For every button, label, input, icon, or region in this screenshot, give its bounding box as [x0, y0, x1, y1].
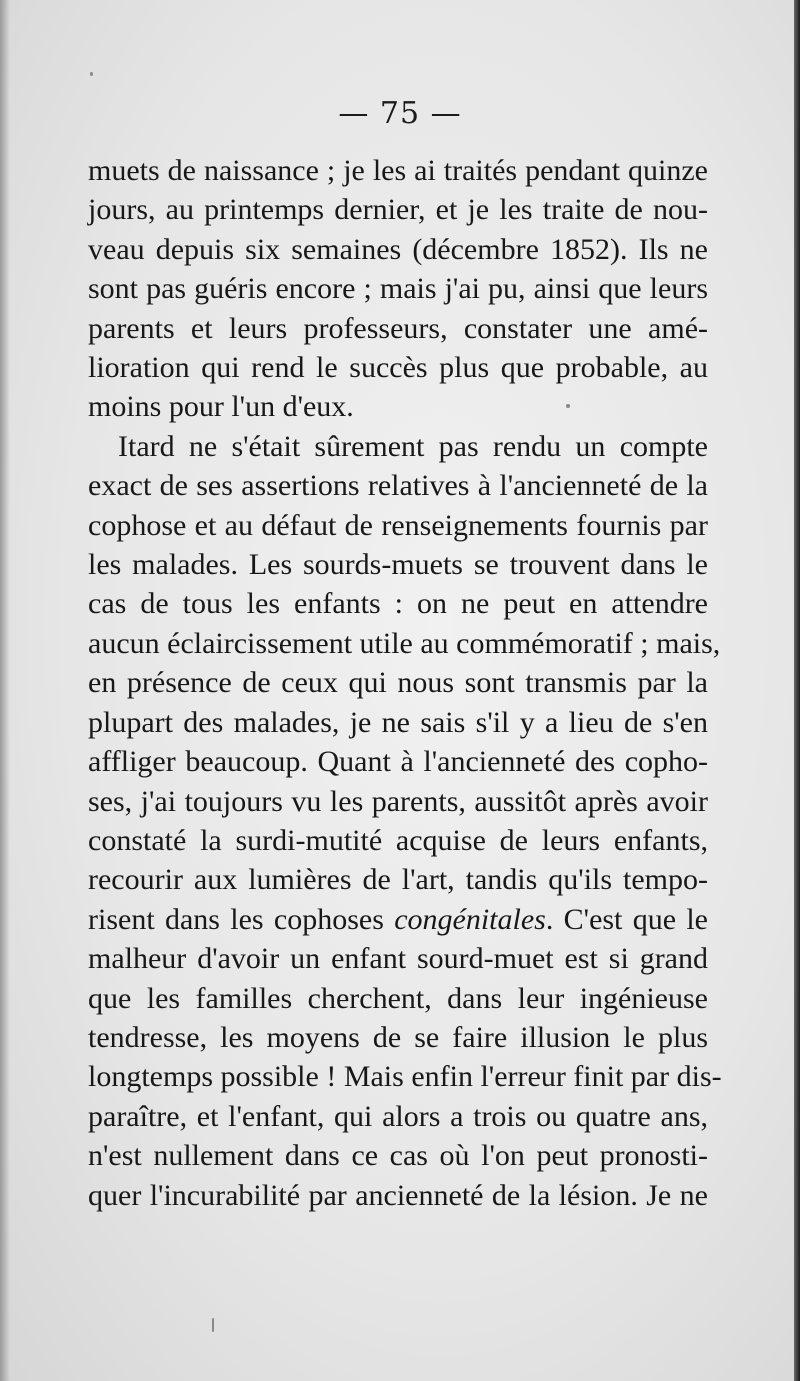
paper-speck: [212, 1318, 214, 1332]
text-line: sont pas guéris encore ; mais j'ai pu, ainsi que leurs: [88, 272, 708, 306]
text-line: quer l'incurabilité par ancienneté de la lésion. Je ne: [88, 1178, 708, 1212]
text-line: aucun éclaircissement utile au commémoratif ; mais,: [88, 626, 721, 660]
text-line: paraître, et l'enfant, qui alors a trois ou quatre ans,: [88, 1099, 708, 1133]
text-line: jours, au printemps dernier, et je les traite de nou-: [88, 193, 708, 227]
text-line: constaté la surdi-mutité acquise de leurs enfants,: [88, 823, 708, 857]
text-line: exact de ses assertions relatives à l'ancienneté de la: [88, 469, 708, 503]
paper-speck: [90, 72, 93, 76]
text-line: tendresse, les moyens de se faire illusion le plus: [88, 1020, 708, 1054]
text-line: parents et leurs professeurs, constater une amé-: [88, 311, 708, 345]
paragraph-start-line: Itard ne s'était sûrement pas rendu un compte: [118, 429, 708, 463]
text-line: plupart des malades, je ne sais s'il y a lieu de s'en: [88, 705, 708, 739]
text-line: veau depuis six semaines (décembre 1852). Ils ne: [88, 232, 708, 266]
body-text: [88, 151, 722, 1215]
text-line: recourir aux lumières de l'art, tandis qu'ils tempo-: [88, 863, 708, 897]
text-line: en présence de ceux qui nous sont transmis par la: [88, 666, 708, 700]
text-line: longtemps possible ! Mais enfin l'erreur finit par dis-: [88, 1060, 722, 1094]
text-line: muets de naissance ; je les ai traités pendant quinze: [88, 154, 708, 187]
text-line: cas de tous les enfants : on ne peut en attendre: [88, 587, 708, 621]
text-line-with-italic: risent dans les cophoses congénitales. C'est que le: [88, 902, 708, 936]
text-line: n'est nullement dans ce cas où l'on peut pronosti-: [88, 1139, 708, 1173]
italic-word: congénitales: [394, 902, 546, 936]
text-line: malheur d'avoir un enfant sourd-muet est si grand: [88, 942, 708, 976]
text-line: affliger beaucoup. Quant à l'ancienneté des copho-: [88, 745, 708, 779]
text-line: que les familles cherchent, dans leur ingénieuse: [88, 981, 708, 1015]
page-gutter-shadow: [0, 0, 10, 1381]
text-line: les malades. Les sourds-muets se trouvent dans le: [88, 548, 708, 582]
paper-speck: [566, 404, 570, 408]
text-line: ses, j'ai toujours vu les parents, aussitôt après avoir: [88, 784, 708, 818]
page-number: — 75 —: [338, 96, 462, 131]
paragraph-end-line: moins pour l'un d'eux.: [88, 390, 354, 424]
page-edge: [794, 0, 800, 1381]
text-line: lioration qui rend le succès plus que probable, au: [88, 351, 708, 385]
text-line: cophose et au défaut de renseignements fournis par: [88, 508, 708, 542]
